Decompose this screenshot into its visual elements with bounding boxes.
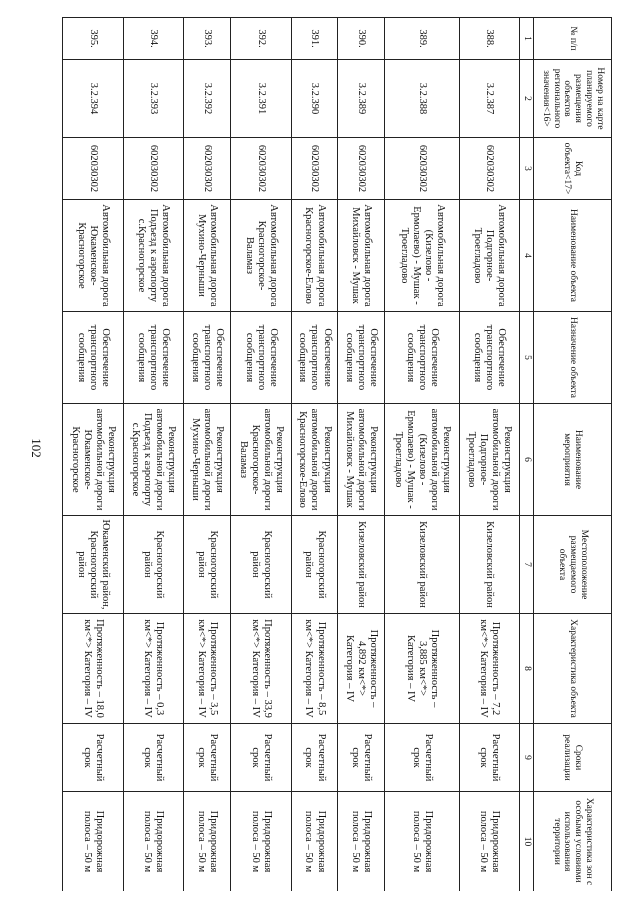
table-cell: 394. xyxy=(123,18,184,60)
table-cell: 3.2.390 xyxy=(291,60,338,138)
table-cell: Реконструкция автомобильной дороги Красногорское-Валамаз xyxy=(230,404,291,516)
table-row xyxy=(385,18,459,892)
table-cell: 393. xyxy=(184,18,231,60)
page-number: 102 xyxy=(29,438,44,458)
table-cell: Автомобильная дорога Подгорное-Троегладово xyxy=(459,200,520,312)
header-cell: Наименование объекта xyxy=(534,200,612,312)
table-cell: Расчетный срок xyxy=(291,724,338,792)
table-cell: 602030302 xyxy=(63,138,124,200)
table-cell: 602030302 xyxy=(385,138,459,200)
table-cell: 3.2.394 xyxy=(63,60,124,138)
table-cell: Обеспечение транспортного сообщения xyxy=(338,312,385,404)
column-number: 7 xyxy=(520,516,534,614)
table-cell: Протяженность – 3,885 км<*> Категория – IV xyxy=(385,614,459,724)
table-cell: Автомобильная дорога Юкаменское-Красногорское xyxy=(63,200,124,312)
table-cell: Автомобильная дорога Красногорское-Валамаз xyxy=(230,200,291,312)
table-cell: Юкаменский район, Красногорский район xyxy=(63,516,124,614)
table-cell: Протяженность – 0,3 км<*> Категория – IV xyxy=(123,614,184,724)
table-cell: Расчетный срок xyxy=(123,724,184,792)
table-cell: Придорожная полоса – 50 м xyxy=(230,792,291,892)
table-cell: Придорожная полоса – 50 м xyxy=(123,792,184,892)
table-cell: Расчетный срок xyxy=(63,724,124,792)
table-cell: Придорожная полоса – 50 м xyxy=(459,792,520,892)
table-cell: Обеспечение транспортного сообщения xyxy=(63,312,124,404)
table-cell: Реконструкция автомобильной дороги Подъезд к аэропорту с.Красногорское xyxy=(123,404,184,516)
table-cell: Расчетный срок xyxy=(385,724,459,792)
table-cell: Реконструкция автомобильной дороги Михайловск - Мушак xyxy=(338,404,385,516)
column-number: 9 xyxy=(520,724,534,792)
table-cell: Автомобильная дорога Мухино-Черныши xyxy=(184,200,231,312)
header-cell: Характеристика объекта xyxy=(534,614,612,724)
column-number-row xyxy=(520,18,534,892)
column-number: 3 xyxy=(520,138,534,200)
column-number: 5 xyxy=(520,312,534,404)
table-cell: 390. xyxy=(338,18,385,60)
table-cell: Протяженность – 8,5 км<*> Категория – IV xyxy=(291,614,338,724)
table-cell: Красногорский район xyxy=(291,516,338,614)
table-cell: Протяженность – 18,0 км<*> Категория – IV xyxy=(63,614,124,724)
table-cell: 3.2.387 xyxy=(459,60,520,138)
column-number: 2 xyxy=(520,60,534,138)
table-cell: Протяженность – 7,2 км<*> Категория – IV xyxy=(459,614,520,724)
table-row xyxy=(338,18,385,892)
table-cell: Реконструкция автомобильной дороги Мухино-Черныши xyxy=(184,404,231,516)
table-cell: 3.2.392 xyxy=(184,60,231,138)
table-cell: Красногорский район xyxy=(184,516,231,614)
table-row xyxy=(63,18,124,892)
table-row xyxy=(230,18,291,892)
table-cell: Расчетный срок xyxy=(230,724,291,792)
table-cell: Красногорский район xyxy=(230,516,291,614)
table-cell: Обеспечение транспортного сообщения xyxy=(123,312,184,404)
table-cell: 602030302 xyxy=(459,138,520,200)
column-number: 1 xyxy=(520,18,534,60)
table-cell: 389. xyxy=(385,18,459,60)
header-cell: Местоположение размещаемого объекта xyxy=(534,516,612,614)
table-cell: 3.2.393 xyxy=(123,60,184,138)
rotated-table-frame xyxy=(62,17,612,891)
table-cell: Автомобильная дорога (Кизелово - Ермолаево) - Мушак - Троегладово xyxy=(385,200,459,312)
table-cell: Автомобильная дорога Подъезд к аэропорту с.Красногорское xyxy=(123,200,184,312)
table-cell: Придорожная полоса – 50 м xyxy=(385,792,459,892)
column-number: 10 xyxy=(520,792,534,892)
table-cell: Обеспечение транспортного сообщения xyxy=(184,312,231,404)
table-row xyxy=(291,18,338,892)
table-cell: Обеспечение транспортного сообщения xyxy=(230,312,291,404)
table-cell: 602030302 xyxy=(338,138,385,200)
table-cell: Реконструкция автомобильной дороги (Кизелово - Ермолаево) - Мушак - Троегладово xyxy=(385,404,459,516)
header-cell: Номер на карте планируемого размещения объектов регионального значения<16> xyxy=(534,60,612,138)
table-cell: 602030302 xyxy=(291,138,338,200)
table-cell: Реконструкция автомобильной дороги Юкаменское-Красногорское xyxy=(63,404,124,516)
table-cell: Протяженность – 3,5 км<*> Категория – IV xyxy=(184,614,231,724)
table-cell: 602030302 xyxy=(230,138,291,200)
table-cell: 3.2.389 xyxy=(338,60,385,138)
table-cell: Кизеловский район xyxy=(338,516,385,614)
table-cell: 392. xyxy=(230,18,291,60)
table-cell: Протяженность – 33,9 км<*> Категория – IV xyxy=(230,614,291,724)
table-cell: Автомобильная дорога Михайловск - Мушак xyxy=(338,200,385,312)
table-cell: Придорожная полоса – 50 м xyxy=(291,792,338,892)
rotated-table-content xyxy=(62,17,612,891)
table-row xyxy=(459,18,520,892)
table-cell: 602030302 xyxy=(184,138,231,200)
table-cell: Реконструкция автомобильной дороги Красногорское-Елово xyxy=(291,404,338,516)
table-row xyxy=(184,18,231,892)
table-cell: Реконструкция автомобильной дороги Подгорное-Троегладово xyxy=(459,404,520,516)
header-cell: № п/п xyxy=(534,18,612,60)
table-cell: Протяженность – 4,892 км<*> Категория – IV xyxy=(338,614,385,724)
table-cell: Обеспечение транспортного сообщения xyxy=(291,312,338,404)
table-row xyxy=(123,18,184,892)
table-cell: Кизеловский район xyxy=(385,516,459,614)
table-cell: Придорожная полоса – 50 м xyxy=(184,792,231,892)
table-cell: 3.2.391 xyxy=(230,60,291,138)
header-cell: Наименование мероприятия xyxy=(534,404,612,516)
header-cell: Назначение объекта xyxy=(534,312,612,404)
objects-table xyxy=(62,17,612,891)
table-cell: Расчетный срок xyxy=(184,724,231,792)
column-number: 8 xyxy=(520,614,534,724)
table-cell: Придорожная полоса – 50 м xyxy=(338,792,385,892)
column-number: 4 xyxy=(520,200,534,312)
table-cell: 3.2.388 xyxy=(385,60,459,138)
column-number: 6 xyxy=(520,404,534,516)
table-cell: Красногорский район xyxy=(123,516,184,614)
header-cell: Характеристика зон с особыми условиями использования территории xyxy=(534,792,612,892)
table-cell: 395. xyxy=(63,18,124,60)
table-cell: Расчетный срок xyxy=(338,724,385,792)
header-row xyxy=(534,18,612,892)
table-cell: Обеспечение транспортного сообщения xyxy=(385,312,459,404)
table-cell: Кизеловский район xyxy=(459,516,520,614)
table-cell: Автомобильная дорога Красногорское-Елово xyxy=(291,200,338,312)
table-cell: Придорожная полоса – 50 м xyxy=(63,792,124,892)
table-cell: Расчетный срок xyxy=(459,724,520,792)
header-cell: Код объекта<17> xyxy=(534,138,612,200)
table-cell: 391. xyxy=(291,18,338,60)
table-cell: 602030302 xyxy=(123,138,184,200)
table-cell: 388. xyxy=(459,18,520,60)
header-cell: Сроки реализации xyxy=(534,724,612,792)
table-cell: Обеспечение транспортного сообщения xyxy=(459,312,520,404)
